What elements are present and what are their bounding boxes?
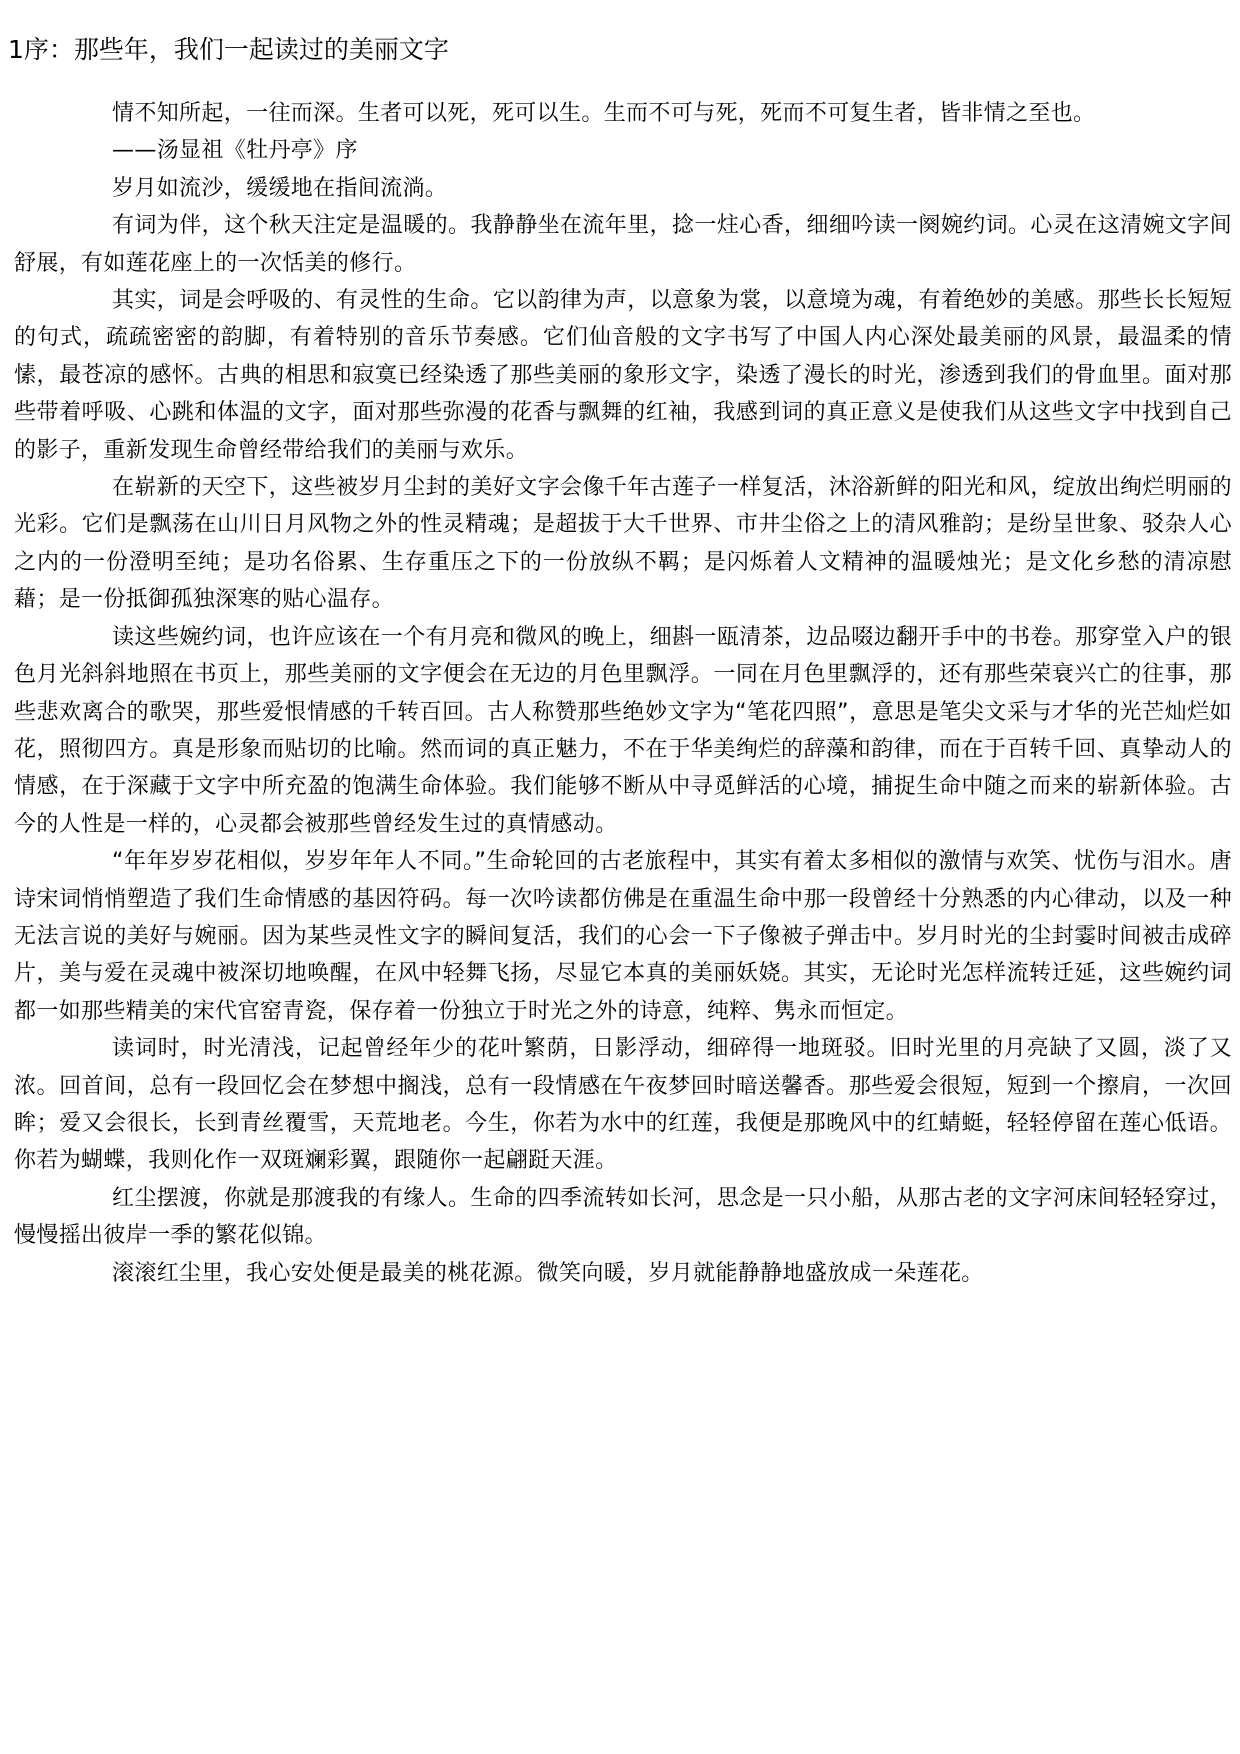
paragraph: 在崭新的天空下，这些被岁月尘封的美好文字会像千年古莲子一样复活，沐浴新鲜的阳光和风，绽放出绚烂明丽的光彩。它们是飘荡在山川日月风物之外的性灵精魂；是超拔于大千世界、市井尘俗之上的清风雅韵；是纷呈世象、驳杂人心之内的一份澄明至纯；是功名俗累、生存重压之下的一份放纵不羁；是闪烁着人文精神的温暖烛光；是文化乡愁的清凉慰藉；是一份抵御孤独深寒的贴心温存。 <box>14 475 1232 613</box>
paragraph: 红尘摆渡，你就是那渡我的有缘人。生命的四季流转如长河，思念是一只小船，从那古老的文字河床间轻轻穿过，慢慢摇出彼岸一季的繁花似锦。 <box>14 1185 1232 1249</box>
epigraph-source: ——汤显祖《牡丹亭》序 <box>112 138 358 164</box>
document-body <box>14 95 1232 1292</box>
paragraph: 读词时，时光清浅，记起曾经年少的花叶繁荫，日影浮动，细碎得一地斑驳。旧时光里的月亮缺了又圆，淡了又浓。回首间，总有一段回忆会在梦想中搁浅，总有一段情感在午夜梦回时暗送馨香。那些爱会很短，短到一个擦肩，一次回眸；爱又会很长，长到青丝覆雪，天荒地老。今生，你若为水中的红莲，我便是那晚风中的红蜻蜓，轻轻停留在莲心低语。你若为蝴蝶，我则化作一双斑斓彩翼，跟随你一起翩跹天涯。 <box>14 1036 1232 1174</box>
paragraph: “年年岁岁花相似，岁岁年年人不同。”生命轮回的古老旅程中，其实有着太多相似的激情与欢笑、忧伤与泪水。唐诗宋词悄悄塑造了我们生命情感的基因符码。每一次吟读都仿佛是在重温生命中那一段曾经十分熟悉的内心律动，以及一种无法言说的美好与婉丽。因为某些灵性文字的瞬间复活，我们的心会一下子像被子弹击中。岁月时光的尘封霎时间被击成碎片，美与爱在灵魂中被深切地唤醒，在风中轻舞飞扬，尽显它本真的美丽妖娆。其实，无论时光怎样流转迁延，这些婉约词都一如那些精美的宋代官窑青瓷，保存着一份独立于时光之外的诗意，纯粹、隽永而恒定。 <box>14 849 1232 1024</box>
paragraph: 读这些婉约词，也许应该在一个有月亮和微风的晚上，细斟一瓯清茶，边品啜边翻开手中的书卷。那穿堂入户的银色月光斜斜地照在书页上，那些美丽的文字便会在无边的月色里飘浮。一同在月色里飘浮的，还有那些荣衰兴亡的往事，那些悲欢离合的歌哭，那些爱恨情感的千转百回。古人称赞那些绝妙文字为“笔花四照”，意思是笔尖文采与才华的光芒灿烂如花，照彻四方。真是形象而贴切的比喻。然而词的真正魅力，不在于华美绚烂的辞藻和韵律，而在于百转千回、真挚动人的情感，在于深藏于文字中所充盈的饱满生命体验。我们能够不断从中寻觅鲜活的心境，捕捉生命中随之而来的崭新体验。古今的人性是一样的，心灵都会被那些曾经发生过的真情感动。 <box>14 624 1232 837</box>
document-title: 1序：那些年，我们一起读过的美丽文字 <box>8 35 449 64</box>
paragraph: 其实，词是会呼吸的、有灵性的生命。它以韵律为声，以意象为裳，以意境为魂，有着绝妙的美感。那些长长短短的句式，疏疏密密的韵脚，有着特别的音乐节奏感。它们仙音般的文字书写了中国人内心深处最美丽的风景，最温柔的情愫，最苍凉的感怀。古典的相思和寂寞已经染透了那些美丽的象形文字，染透了漫长的时光，渗透到我们的骨血里。面对那些带着呼吸、心跳和体温的文字，面对那些弥漫的花香与飘舞的红袖，我感到词的真正意义是使我们从这些文字中找到自己的影子，重新发现生命曾经带给我们的美丽与欢乐。 <box>14 288 1232 463</box>
paragraph: 有词为伴，这个秋天注定是温暖的。我静静坐在流年里，捻一炷心香，细细吟读一阕婉约词。心灵在这清婉文字间舒展，有如莲花座上的一次恬美的修行。 <box>14 213 1232 276</box>
epigraph-quote: 情不知所起，一往而深。生者可以死，死可以生。生而不可与死，死而不可复生者，皆非情之至也。 <box>112 101 1096 126</box>
paragraph: 滚滚红尘里，我心安处便是最美的桃花源。微笑向暖，岁月就能静静地盛放成一朵莲花。 <box>112 1260 984 1286</box>
paragraph: 岁月如流沙，缓缓地在指间流淌。 <box>112 175 448 201</box>
